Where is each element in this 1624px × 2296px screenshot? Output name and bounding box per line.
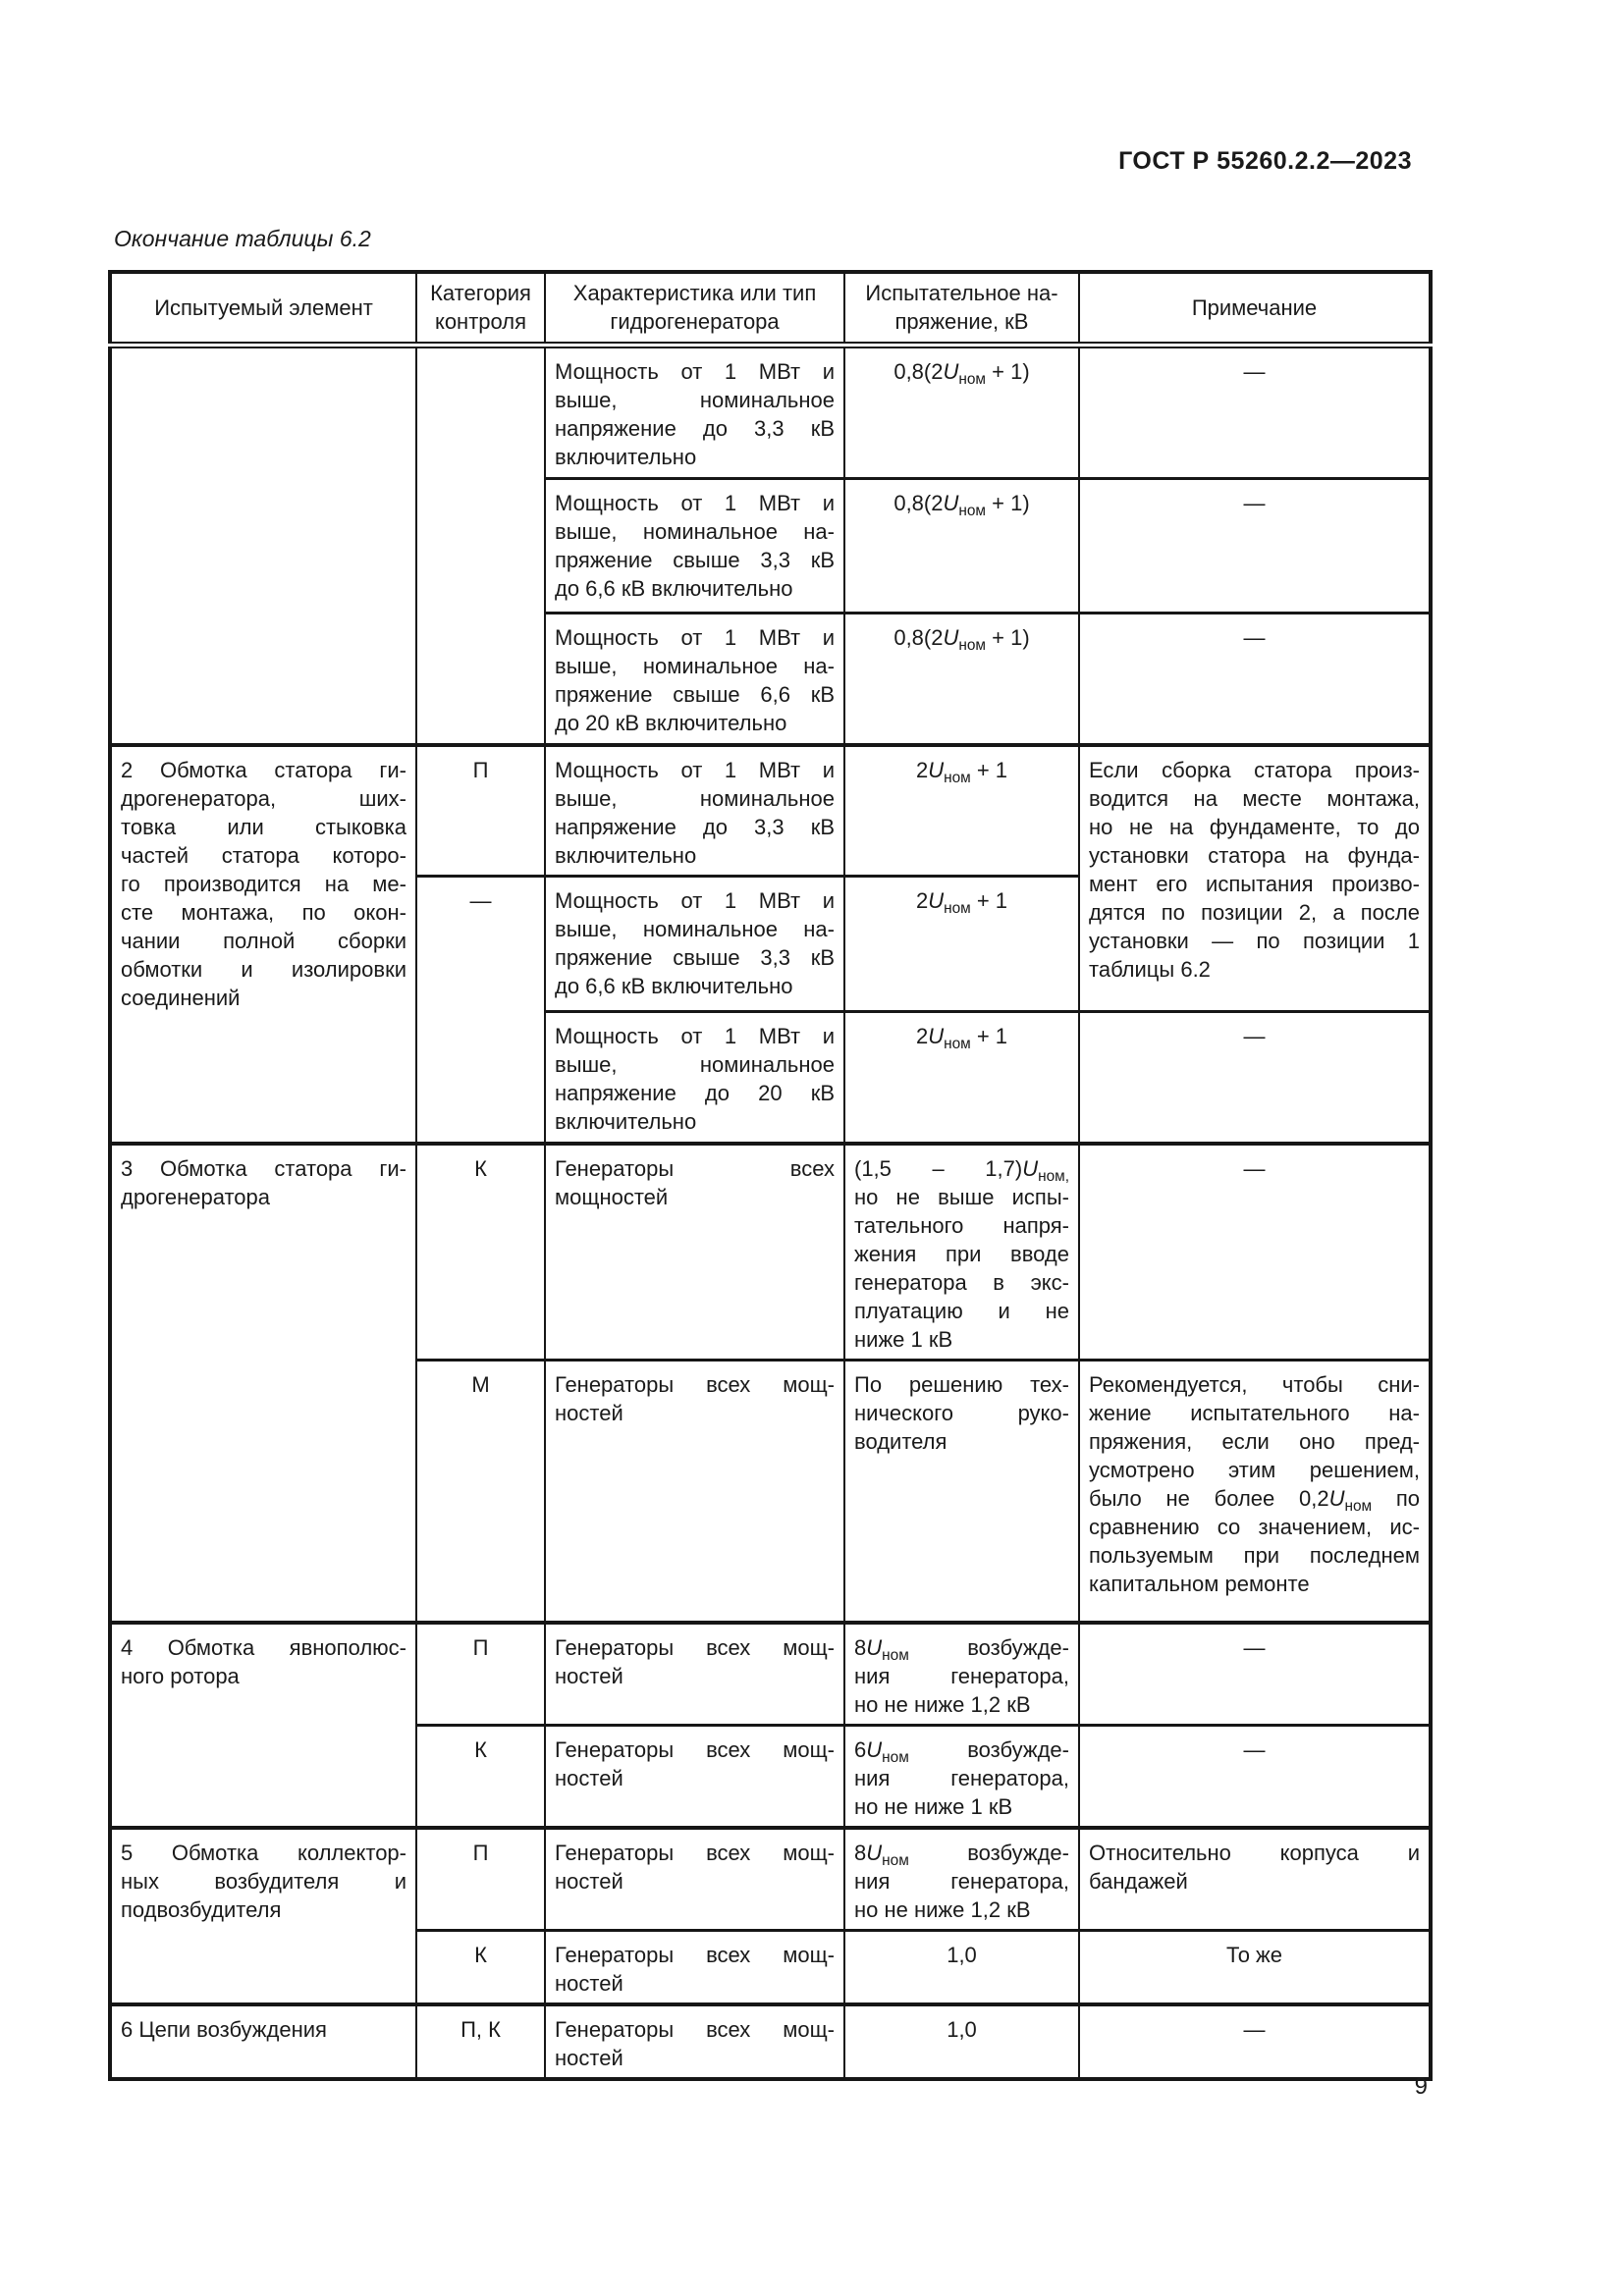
table-cell: —: [1079, 1012, 1431, 1144]
table-cell: К: [416, 1931, 545, 2005]
table-cell: Генераторы всех мощ-ностей: [545, 1828, 844, 1931]
table-cell: $0,8(2U_{ном} + 1)$: [844, 478, 1079, 613]
table-cell: —: [416, 877, 545, 1144]
table-cell: 5 Обмотка коллектор-ных возбудителя иподвозбудителя: [110, 1828, 416, 2005]
table-cell: То же: [1079, 1931, 1431, 2005]
table-cell: Мощность от 1 МВт ивыше, номинальное на-пряжение свыше 6,6 кВдо 20 кВ включительно: [545, 613, 844, 745]
table-cell: П: [416, 1828, 545, 1931]
table-cell: —: [1079, 1144, 1431, 1361]
table-cell: П: [416, 1623, 545, 1726]
table-cell: Генераторы всех мощ-ностей: [545, 1931, 844, 2005]
table-cell: $8U_{ном}$ возбужде-ния генератора,но не ниже 1,2 кВ: [844, 1623, 1079, 1726]
page-number: 9: [1414, 2073, 1428, 2100]
table-cell: 4 Обмотка явнополюс-ного ротора: [110, 1623, 416, 1828]
table-cell: Относительно корпуса ибандажей: [1079, 1828, 1431, 1931]
table-cell: Генераторы всех мощ-ностей: [545, 1623, 844, 1726]
table-cell: Генераторы всех мощ-ностей: [545, 1725, 844, 1828]
table-cell: $0,8(2U_{ном} + 1)$: [844, 345, 1079, 478]
table-cell: [416, 345, 545, 745]
table-cell: —: [1079, 1623, 1431, 1726]
table-cell: П: [416, 745, 545, 877]
table-row: [110, 2004, 1431, 2079]
table-cell: $8U_{ном}$ возбужде-ния генератора,но не ниже 1,2 кВ: [844, 1828, 1079, 1931]
table-cell: $2U_{ном} + 1$: [844, 877, 1079, 1012]
table-cell: —: [1079, 478, 1431, 613]
table-cell: К: [416, 1725, 545, 1828]
table-cell: 6 Цепи возбуждения: [110, 2004, 416, 2079]
column-header-note: Примечание: [1079, 272, 1431, 345]
table-cell: Мощность от 1 МВт ивыше, номинальное на-пряжение свыше 3,3 кВдо 6,6 кВ включительно: [545, 877, 844, 1012]
table-cell: 3 Обмотка статора ги-дрогенератора: [110, 1144, 416, 1623]
table-cell: Генераторы всех мощ-ностей: [545, 1361, 844, 1623]
column-header-voltage: Испытательное на-пряжение, кВ: [844, 272, 1079, 345]
table-cell: П, К: [416, 2004, 545, 2079]
table-row: [110, 345, 1431, 478]
table-cell: К: [416, 1144, 545, 1361]
table-cell: М: [416, 1361, 545, 1623]
table-row: [110, 1623, 1431, 1726]
table-cell: $(1,5 - 1,7)U_{ном,}но$ не выше испы-тательного напря-жения при вводегенератора в экс-плуатацию и нениже 1 кВ: [844, 1144, 1079, 1361]
table-cell: $6U_{ном}$ возбужде-ния генератора,но не ниже 1 кВ: [844, 1725, 1079, 1828]
table-cell: Если сборка статора произ-водится на месте монтажа,но не на фундаменте, то доустановки статора на фунда-мент его испытания произво-дятся по позиции 2, а послеустановки — по позиции 1таблицы 6.2: [1079, 745, 1431, 1012]
header-row: [110, 272, 1431, 345]
table-cell: 1,0: [844, 1931, 1079, 2005]
column-header-category: Категорияконтроля: [416, 272, 545, 345]
table-row: [110, 1828, 1431, 1931]
test-voltage-table: [108, 270, 1433, 2081]
table-cell: Мощность от 1 МВт ивыше, номинальное на-пряжение свыше 3,3 кВдо 6,6 кВ включительно: [545, 478, 844, 613]
table-cell: —: [1079, 2004, 1431, 2079]
table-caption: Окончание таблицы 6.2: [114, 226, 371, 251]
table-row: [110, 745, 1431, 877]
table-cell: Мощность от 1 МВт ивыше, номинальноенапряжение до 3,3 кВвключительно: [545, 745, 844, 877]
table-cell: —: [1079, 345, 1431, 478]
running-header: ГОСТ Р 55260.2.2—2023: [1118, 147, 1412, 175]
table-cell: 2 Обмотка статора ги-дрогенератора, ших-товка или стыковкачастей статора которо-го производится на ме-сте монтажа, по окон-чании полной сборкиобмотки и изолировкисоединений: [110, 745, 416, 1144]
table-cell: 1,0: [844, 2004, 1079, 2079]
table-cell: [110, 345, 416, 745]
table-cell: Мощность от 1 МВт ивыше, номинальноенапряжение до 20 кВвключительно: [545, 1012, 844, 1144]
table-cell: $0,8(2U_{ном} + 1)$: [844, 613, 1079, 745]
table-cell: Генераторы всех мощ-ностей: [545, 2004, 844, 2079]
table-cell: Генераторы всехмощностей: [545, 1144, 844, 1361]
column-header-characteristic: Характеристика или типгидрогенератора: [545, 272, 844, 345]
table-cell: —: [1079, 613, 1431, 745]
table-cell: $2U_{ном} + 1$: [844, 1012, 1079, 1144]
table-row: [110, 1144, 1431, 1361]
table-cell: По решению тех-нического руко-водителя: [844, 1361, 1079, 1623]
table-cell: Рекомендуется, чтобы сни-жение испытательного на-пряжения, если оно пред-усмотрено этим решением,было не более $0,2U_{ном}$ посравнению со значением, ис-пользуемым при последнемкапитальном ремонте: [1079, 1361, 1431, 1623]
table-cell: —: [1079, 1725, 1431, 1828]
column-header-element: Испытуемый элемент: [110, 272, 416, 345]
table-cell: Мощность от 1 МВт ивыше, номинальноенапряжение до 3,3 кВвключительно: [545, 345, 844, 478]
table-cell: $2U_{ном} + 1$: [844, 745, 1079, 877]
